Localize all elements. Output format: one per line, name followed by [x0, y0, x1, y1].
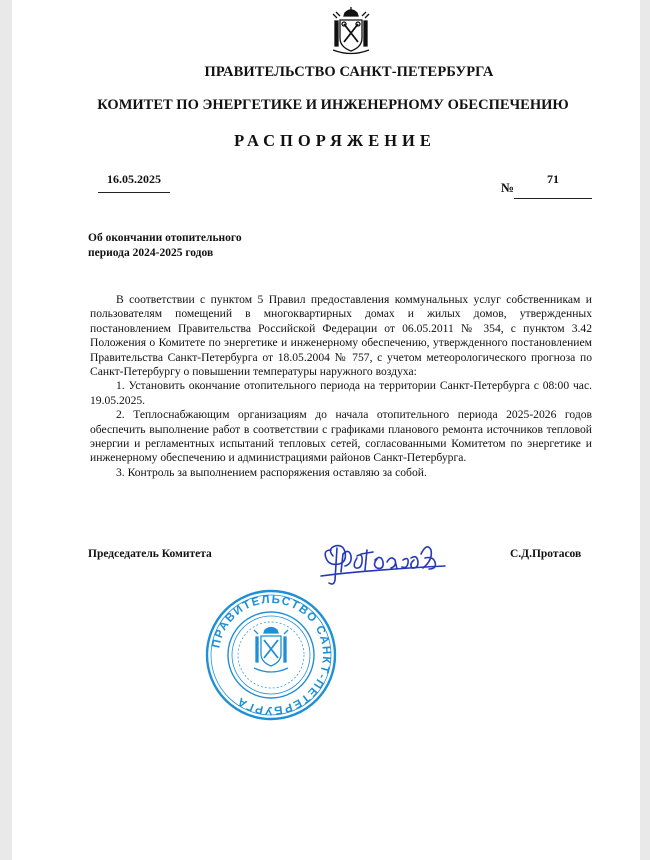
document-body	[90, 293, 592, 480]
handwritten-signature	[317, 536, 457, 588]
signatory-role: Председатель Комитета	[88, 548, 212, 560]
committee-heading: КОМИТЕТ ПО ЭНЕРГЕТИКЕ И ИНЖЕНЕРНОМУ ОБЕСПЕЧЕНИЮ	[97, 97, 569, 113]
official-seal-icon	[204, 588, 338, 722]
document-subject	[88, 231, 308, 261]
document-date: 16.05.2025	[98, 172, 170, 193]
seal-text: ПРАВИТЕЛЬСТВО САНКТ-ПЕТЕРБУРГА	[210, 593, 333, 717]
signatory-name: С.Д.Протасов	[510, 548, 582, 560]
document-page	[12, 0, 640, 860]
document-type-heading: РАСПОРЯЖЕНИЕ	[234, 131, 436, 150]
document-number: 71	[514, 172, 592, 199]
body-paragraph: 2. Теплоснабжающим организациям до начала отопительного периода 2025-2026 годов обеспечить выполнение работ в соответствии с графиками планового ремонта источников тепловой энергии и регламентных испытаний тепловых сетей, согласованными Комитетом по энергетике и инженерному обеспечению и администрациями районов Санкт-Петербурга.	[90, 408, 592, 465]
body-paragraph: В соответствии с пунктом 5 Правил предоставления коммунальных услуг собственникам и пользователям помещений в многоквартирных домах и жилых домов, утвержденных постановлением Правительства Российской Федерации от 06.05.2011 № 354, с пунктом 3.42 Положения о Комитете по энергетике и инженерному обеспечению, утвержденного постановлением Правительства Санкт-Петербурга от 18.05.2004 № 757, с учетом метеорологического прогноза по Санкт-Петербургу о повышении температуры наружного воздуха:	[90, 293, 592, 379]
subject-line: периода 2024-2025 годов	[88, 247, 214, 259]
coat-of-arms-icon	[325, 6, 377, 56]
body-paragraph: 3. Контроль за выполнением распоряжения оставляю за собой.	[116, 465, 427, 479]
number-label: №	[501, 180, 515, 195]
government-heading: ПРАВИТЕЛЬСТВО САНКТ-ПЕТЕРБУРГА	[204, 64, 494, 80]
body-paragraph: 1. Установить окончание отопительного периода на территории Санкт-Петербурга с 08:00 час. 19.05.2025.	[90, 379, 592, 407]
subject-line: Об окончании отопительного	[88, 232, 242, 244]
